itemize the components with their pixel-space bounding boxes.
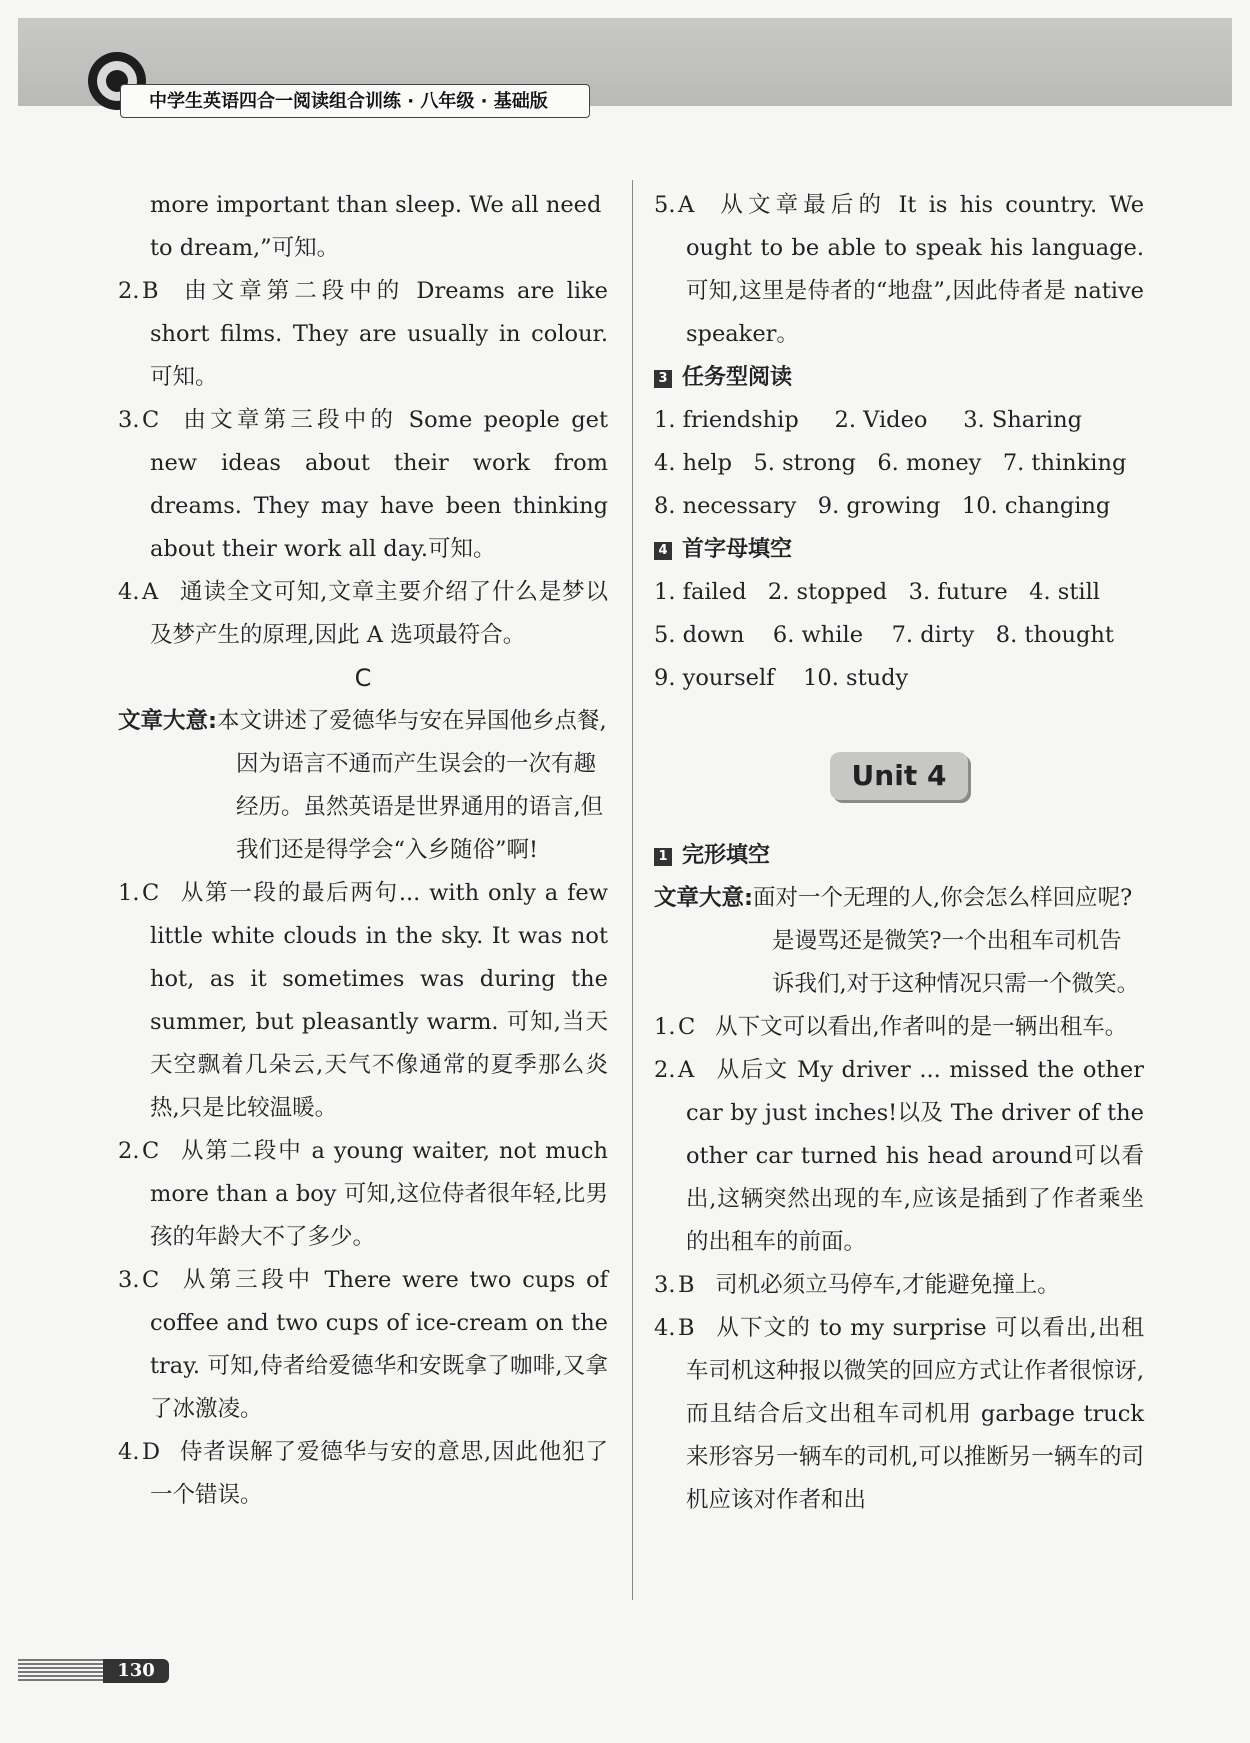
answer-row: 9. yourself 10. study: [654, 665, 909, 691]
answer-item: 3. B 司机必须立马停车,才能避免撞上。: [654, 1272, 1060, 1298]
answer-item: 2. C 从第二段中 a young waiter, not much more than a boy 可知,这位侍者很年轻,比男孩的年龄大不了多少。: [118, 1138, 608, 1250]
answer-item: 3. C 由文章第三段中的 Some people get new ideas about their work from dreams. They may have been thinking about their work all day.可知。: [118, 407, 608, 562]
answer-item: 3. C 从第三段中 There were two cups of coffee and two cups of ice-cream on the tray. 可知,侍者给爱德华和安既拿了咖啡,又拿了冰激凌。: [118, 1267, 609, 1422]
section-4-heading: 4 首字母填空: [654, 528, 1144, 571]
intro-line-1: more important than sleep. We all need: [150, 192, 602, 218]
answer-item: 1. C 从第一段的最后两句... with only a few little white clouds in the sky. It was not hot, as it sometimes was during the summer, but pleasantly warm. 可知,当天天空飘着几朵云,天气不像通常的夏季那么炎热,只是比较温暖。: [118, 880, 608, 1121]
answer-item: 4. B 从下文的 to my surprise 可以看出,出租车司机这种报以微笑的回应方式让作者很惊讶,而且结合后文出租车司机用 garbage truck 来形容另一辆车的司机,可以推断另一辆车的司机应该对作者和出: [654, 1315, 1145, 1513]
answer-row: 8. necessary 9. growing 10. changing: [654, 493, 1111, 519]
unit-heading: [654, 752, 1144, 800]
right-column: [654, 184, 1144, 1522]
section-c-heading: C: [354, 664, 372, 692]
left-column: [118, 184, 608, 1517]
answer-item: 2. B 由文章第二段中的 Dreams are like short films. They are usually in colour. 可知。: [118, 278, 608, 390]
summary-unit4: 文章大意:面对一个无理的人,你会怎么样回应呢?是谩骂还是微笑?一个出租车司机告诉我们,对于这种情况只需一个微笑。: [654, 885, 1140, 997]
answer-item: 4. D 侍者误解了爱德华与安的意思,因此他犯了一个错误。: [118, 1439, 608, 1508]
unit-badge: Unit 4: [830, 752, 969, 800]
answer-item: 4. A 通读全文可知,文章主要介绍了什么是梦以及梦产生的原理,因此 A 选项最符合。: [118, 579, 608, 648]
answer-row: 4. help 5. strong 6. money 7. thinking: [654, 450, 1127, 476]
answer-item: 2. A 从后文 My driver ... missed the other car by just inches!以及 The driver of the other car turned his head around可以看出,这辆突然出现的车,应该是插到了作者乘坐的出租车的前面。: [654, 1057, 1144, 1255]
column-divider: [632, 180, 633, 1600]
answer-row: 1. failed 2. stopped 3. future 4. still: [654, 579, 1100, 605]
answer-row: 1. friendship 2. Video 3. Sharing: [654, 407, 1082, 433]
answer-item: 1. C 从下文可以看出,作者叫的是一辆出租车。: [654, 1014, 1128, 1040]
intro-line-2: to dream,”可知。: [150, 235, 340, 261]
answer-row: 5. down 6. while 7. dirty 8. thought: [654, 622, 1114, 648]
section-3-heading: 3 任务型阅读: [654, 356, 1144, 399]
series-title: 中学生英语四合一阅读组合训练 · 八年级 · 基础版: [120, 84, 590, 118]
section-1-heading: 1 完形填空: [654, 834, 1144, 877]
page-number: 130: [103, 1659, 169, 1683]
page-bar: [18, 1659, 103, 1681]
answer-item: 5. A 从文章最后的 It is his country. We ought to be able to speak his language. 可知,这里是侍者的“地盘”,因此侍者是 native speaker。: [654, 192, 1145, 347]
summary-c: 文章大意:本文讲述了爱德华与安在异国他乡点餐,因为语言不通而产生误会的一次有趣经历。虽然英语是世界通用的语言,但我们还是得学会“入乡随俗”啊!: [118, 708, 607, 863]
